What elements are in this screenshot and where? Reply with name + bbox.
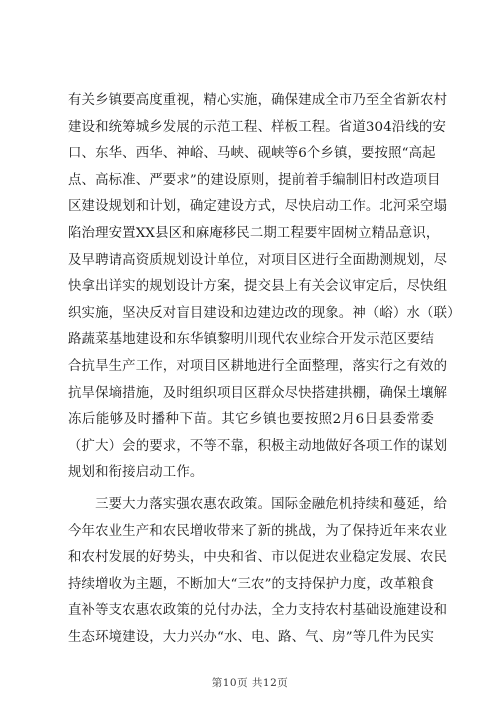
text-line: 区建设规划和计划，确定建设方式，尽快启动工作。北河采空塌 xyxy=(68,199,448,215)
page-number-footer: 第10页 共12页 xyxy=(211,677,289,689)
text-line: 路蔬菜基地建设和东华镇黎明川现代农业综合开发示范区要结 xyxy=(68,332,434,348)
text-line: 及早聘请高资质规划设计单位，对项目区进行全面勘测规划，尽 xyxy=(68,252,448,268)
text-line: 今年农业生产和农民增收带来了新的挑战，为了保持近年来农业 xyxy=(68,523,448,539)
text-line: 有关乡镇要高度重视，精心实施，确保建成全市乃至全省新农村 xyxy=(68,93,448,108)
text-line: 点、高标准、严要求”的建设原则，提前着手编制旧村改造项目 xyxy=(68,172,441,188)
text-line: 陷治理安置XX县区和麻庵移民二期工程要牢固树立精品意识， xyxy=(68,225,440,241)
text-line: 生态环境建设，大力兴办“水、电、路、气、房”等几件为民实 xyxy=(68,629,435,645)
text-line: 口、东华、西华、神峪、马峡、砚峡等6个乡镇，要按照“高起 xyxy=(68,146,436,162)
text-line: （扩大）会的要求，不等不靠，积极主动地做好各项工作的谋划 xyxy=(68,438,448,454)
text-line: 织实施，坚决反对盲目建设和边建边改的现象。神（峪）水（联） xyxy=(68,305,461,321)
text-line: 直补等支农惠农政策的兑付办法，全力支持农村基础设施建设和 xyxy=(68,603,448,619)
text-line: 快拿出详实的规划设计方案，提交县上有关会议审定后，尽快组 xyxy=(68,279,448,295)
paragraph-2 xyxy=(68,492,448,652)
text-line: 和农村发展的好势头，中央和省、市以促进农业稳定发展、农民 xyxy=(68,550,448,566)
text-line: 建设和统筹城乡发展的示范工程、样板工程。省道304沿线的安 xyxy=(68,119,447,135)
text-line: 抗旱保墒措施，及时组织项目区群众尽快搭建拱棚，确保土壤解 xyxy=(68,385,448,401)
body-text xyxy=(68,88,461,651)
text-line: 持续增收为主题，不断加大“三农”的支持保护力度，改革粮食 xyxy=(68,576,435,592)
paragraph-1 xyxy=(68,88,461,487)
text-line: 三要大力落实强农惠农政策。国际金融危机持续和蔓延，给 xyxy=(68,496,448,512)
text-line: 冻后能够及时播种下苗。其它乡镇也要按照2月6日县委常委 xyxy=(68,412,434,428)
text-line: 合抗旱生产工作，对项目区耕地进行全面整理，落实行之有效的 xyxy=(68,358,448,374)
text-line: 规划和衔接启动工作。 xyxy=(68,465,204,481)
